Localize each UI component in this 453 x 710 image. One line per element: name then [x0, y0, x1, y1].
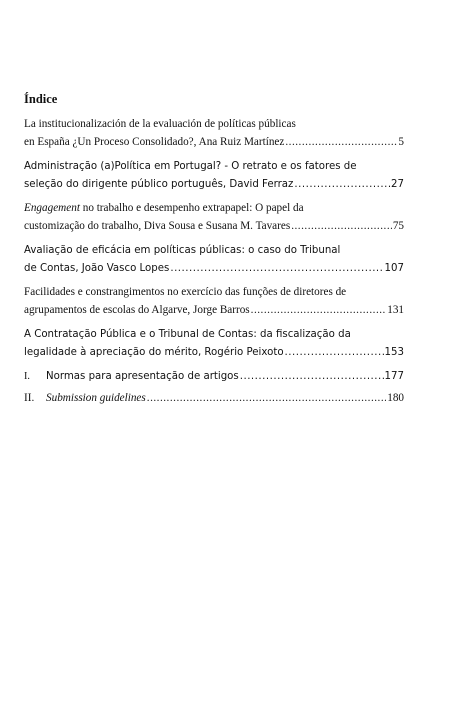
dot-leader [240, 368, 384, 386]
entry-title-line: Avaliação de eficácia em políticas públicas: o caso do Tribunal [24, 245, 341, 256]
page-number: 107 [384, 262, 404, 274]
entry-title-rest: no trabalho e desempenho extrapapel: O papel da [79, 202, 304, 214]
entry-title-line: A Contratação Pública e o Tribunal de Contas: da fiscalização da [24, 329, 351, 340]
entry-title-line: Facilidades e constrangimentos no exercício das funções de diretores de [24, 286, 347, 298]
toc-entry-8 [24, 390, 404, 408]
entry-author-line [24, 260, 404, 278]
toc-entry-4 [24, 242, 404, 277]
toc-entry-7 [24, 368, 404, 386]
section-number: I. [24, 371, 30, 382]
toc-entry-5 [24, 284, 404, 319]
entry-author-line [24, 302, 404, 320]
entry-author: customização do trabalho, Diva Sousa e Susana M. Tavares [24, 219, 291, 232]
page-number: 131 [387, 303, 404, 316]
page-number: 75 [392, 219, 404, 232]
entry-author-line [24, 134, 404, 152]
entry-author: agrupamentos de escolas do Algarve, Jorge Barros [24, 303, 250, 316]
entry-line [24, 368, 404, 386]
entry-label [24, 368, 239, 386]
entry-author: de Contas, João Vasco Lopes [24, 262, 170, 274]
dot-leader [147, 390, 386, 408]
entry-title-line: Administração (a)Política em Portugal? - O retrato e os fatores de [24, 161, 357, 172]
page-number: 180 [387, 391, 404, 404]
entry-author-line [24, 218, 404, 236]
page-number: 177 [384, 371, 404, 382]
italic-term: Engagement [24, 202, 80, 214]
dot-leader [285, 344, 384, 362]
section-number: II. [24, 391, 35, 404]
toc-entry-2 [24, 158, 404, 193]
entry-line [24, 390, 404, 408]
page-number: 27 [391, 178, 404, 190]
page-heading: Índice [24, 92, 58, 106]
toc-entry-3 [24, 200, 404, 235]
entry-title-line: La institucionalización de la evaluación de políticas públicas [24, 118, 296, 130]
table-of-contents [24, 116, 404, 411]
entry-title: Normas para apresentação de artigos [46, 371, 239, 382]
entry-author-line [24, 176, 404, 194]
dot-leader [251, 302, 387, 320]
toc-entry-6 [24, 326, 404, 361]
entry-author: en España ¿Un Proceso Consolidado?, Ana Ruiz Martínez [24, 135, 285, 148]
page-number: 5 [398, 135, 404, 148]
entry-author-line [24, 344, 404, 362]
page-number: 153 [384, 346, 404, 358]
entry-title-line [24, 200, 404, 218]
dot-leader [291, 218, 392, 236]
toc-entry-1 [24, 116, 404, 151]
dot-leader [170, 260, 383, 278]
dot-leader [294, 176, 390, 194]
entry-label [24, 390, 146, 408]
entry-author: legalidade à apreciação do mérito, Rogério Peixoto [24, 346, 284, 358]
entry-author: seleção do dirigente público português, David Ferraz [24, 178, 294, 190]
entry-title: Submission guidelines [46, 391, 146, 404]
dot-leader [285, 134, 397, 152]
